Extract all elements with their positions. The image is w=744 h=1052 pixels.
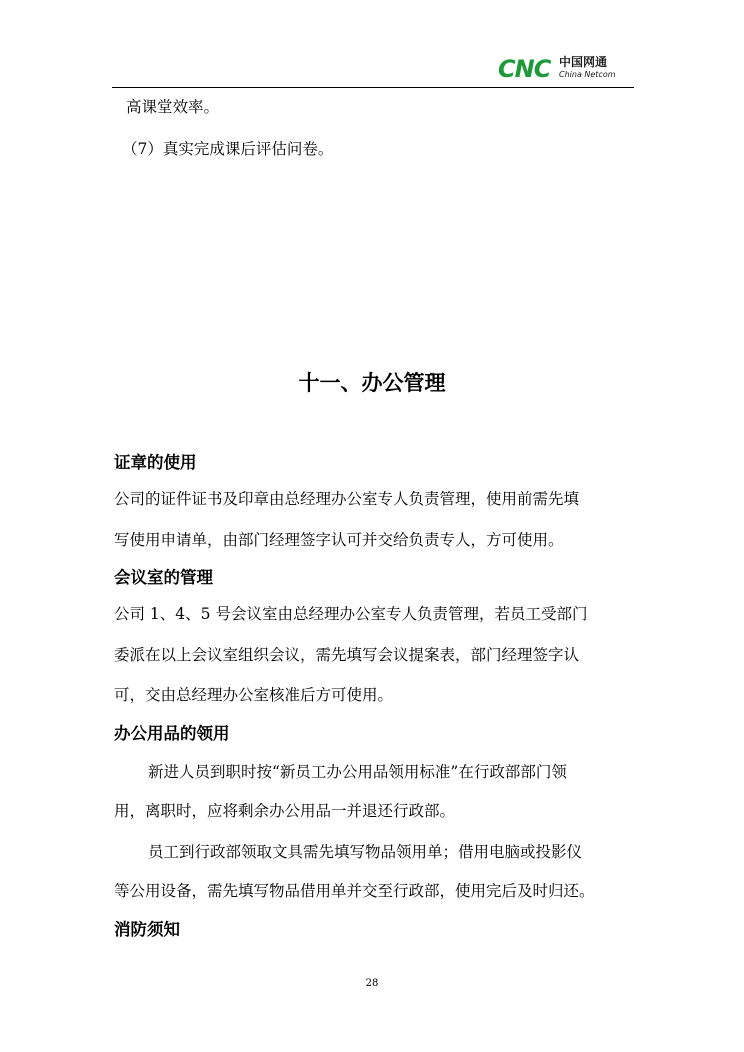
logo-cnc-text: CNC [498, 55, 551, 83]
meeting-line-2: 委派在以上会议室组织会议，需先填写会议提案表，部门经理签字认 [114, 646, 580, 664]
header-divider [112, 87, 634, 88]
intro-line-2: （7）真实完成课后评估问卷。 [122, 140, 334, 158]
section-heading-meeting: 会议室的管理 [114, 568, 213, 587]
supplies-p1-line-1: 新进人员到职时按“新员工办公用品领用标准”在行政部部门领 [148, 763, 567, 781]
seal-line-1: 公司的证件证书及印章由总经理办公室专人负责管理，使用前需先填 [114, 490, 580, 508]
section-heading-supplies: 办公用品的领用 [114, 724, 230, 743]
cnc-logo [498, 56, 638, 82]
supplies-p2-line-1: 员工到行政部领取文具需先填写物品领用单；借用电脑或投影仪 [148, 843, 583, 861]
section-heading-fire: 消防须知 [114, 920, 180, 939]
logo-chinese-text: 中国网通 [559, 55, 608, 69]
logo-english-text: China Netcom [559, 70, 616, 79]
meeting-line-3: 可，交由总经理办公室核准后方可使用。 [114, 686, 394, 704]
chapter-title: 十一、办公管理 [298, 371, 446, 395]
seal-line-2: 写使用申请单，由部门经理签字认可并交给负责专人，方可使用。 [114, 531, 564, 549]
supplies-p1-line-2: 用，离职时，应将剩余办公用品一并退还行政部。 [114, 802, 456, 820]
meeting-line-1: 公司 1、4、5 号会议室由总经理办公室专人负责管理，若员工受部门 [114, 605, 588, 623]
page-number: 28 [365, 978, 379, 989]
supplies-p2-line-2: 等公用设备，需先填写物品借用单并交至行政部，使用完后及时归还。 [114, 882, 595, 900]
section-heading-seal: 证章的使用 [114, 453, 197, 472]
intro-line-1: 高课堂效率。 [126, 98, 220, 116]
